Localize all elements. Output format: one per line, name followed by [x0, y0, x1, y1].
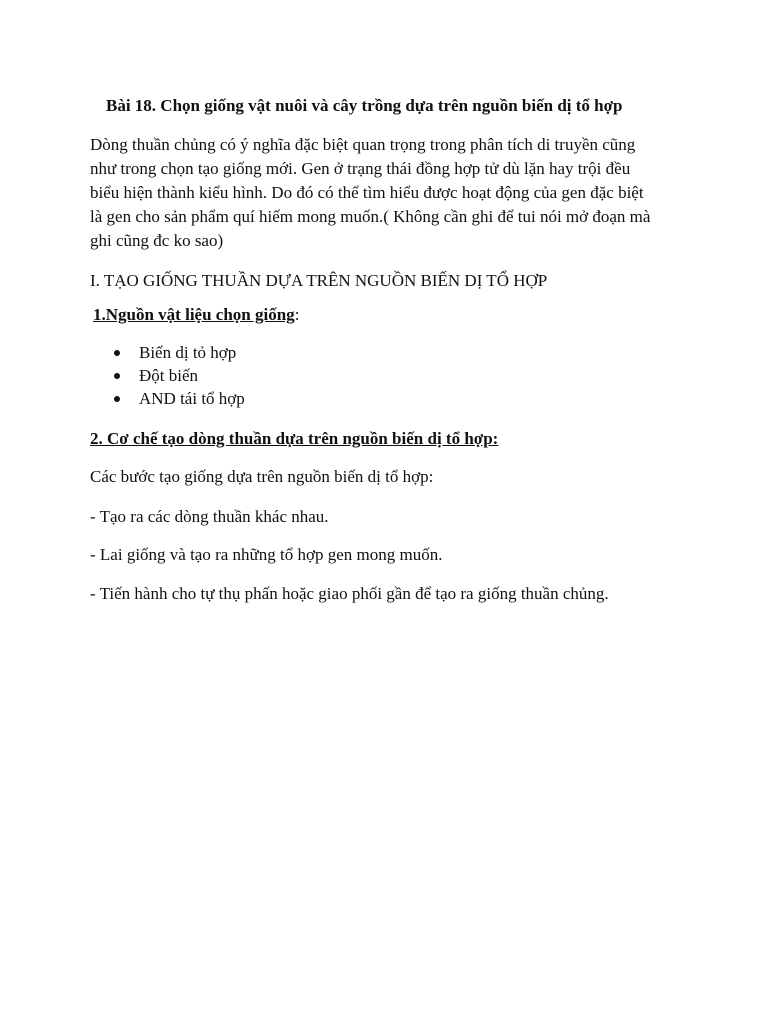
section-heading: I. TẠO GIỐNG THUẦN DỰA TRÊN NGUỒN BIẾN DỊ TỔ HỢP [90, 271, 548, 290]
subheading-source-materials-label: 1.Nguồn vật liệu chọn giống [93, 305, 295, 324]
source-materials-list [110, 341, 245, 410]
subheading-mechanism: 2. Cơ chế tạo dòng thuần dựa trên nguồn biến dị tổ hợp: [90, 429, 499, 448]
bullet-icon [114, 373, 120, 379]
subheading-source-materials [93, 303, 299, 327]
steps-intro: Các bước tạo giống dựa trên nguồn biến dị tổ hợp: [90, 467, 434, 486]
list-item [110, 387, 245, 410]
step-item: - Tiến hành cho tự thụ phấn hoặc giao phối gần để tạo ra giống thuần chủng. [90, 584, 609, 603]
list-item-text: AND tái tổ hợp [139, 389, 245, 408]
step-item: - Lai giống và tạo ra những tổ hợp gen mong muốn. [90, 545, 443, 564]
subheading-source-materials-suffix: : [294, 305, 300, 324]
list-item [110, 364, 245, 387]
page-title: Bài 18. Chọn giống vật nuôi và cây trồng dựa trên nguồn biến dị tổ hợp [106, 96, 623, 115]
bullet-icon [114, 396, 120, 402]
intro-line: ghi cũng đc ko sao) [90, 231, 224, 250]
bullet-icon [114, 350, 120, 356]
intro-paragraph [90, 133, 676, 253]
list-item [110, 341, 245, 364]
intro-line: biểu hiện thành kiểu hình. Do đó có thể tìm hiểu được hoạt động của gen đặc biệt [90, 183, 644, 202]
intro-line: Dòng thuần chủng có ý nghĩa đặc biệt quan trọng trong phân tích di truyền cũng [90, 135, 636, 154]
step-item: - Tạo ra các dòng thuần khác nhau. [90, 507, 329, 526]
intro-line: là gen cho sản phẩm quí hiếm mong muốn.( Không cần ghi để tui nói mở đoạn mà [90, 207, 651, 226]
list-item-text: Biến dị tỏ hợp [139, 343, 237, 362]
list-item-text: Đột biến [139, 366, 199, 385]
intro-line: như trong chọn tạo giống mới. Gen ở trạng thái đồng hợp tử dù lặn hay trội đều [90, 159, 631, 178]
